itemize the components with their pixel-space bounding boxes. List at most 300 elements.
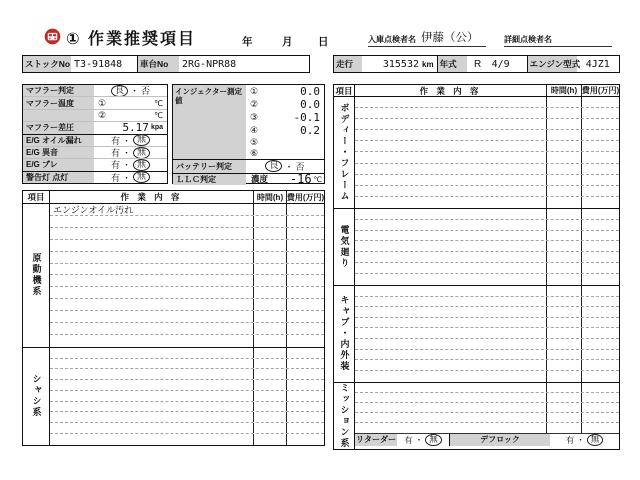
cost-cell xyxy=(581,383,619,392)
col-item-header: 項目 xyxy=(23,191,50,203)
time-cell xyxy=(253,434,286,445)
time-cell xyxy=(253,348,286,358)
time-cell xyxy=(546,350,581,360)
work-row xyxy=(50,264,324,276)
time-cell xyxy=(546,119,581,129)
time-cell xyxy=(546,318,581,328)
cost-cell xyxy=(286,311,324,322)
cost-cell xyxy=(581,297,619,307)
time-cell xyxy=(253,423,286,433)
cost-cell xyxy=(286,412,324,422)
col-work-header: 作 業 内 容 xyxy=(419,85,482,96)
work-row xyxy=(355,263,619,274)
work-content-cell: エンジンオイル汚れ xyxy=(53,204,134,215)
time-cell xyxy=(546,307,581,317)
stock-no-value: T3-91848 xyxy=(74,58,123,70)
time-cell xyxy=(546,393,581,402)
work-content-cell xyxy=(355,252,546,262)
inspector-in-label: 入庫点検者名 xyxy=(368,35,416,44)
work-content-cell xyxy=(50,228,253,239)
work-row xyxy=(355,339,619,350)
work-row xyxy=(355,231,619,242)
warning-lamp-label: 警告灯 点灯 xyxy=(23,172,94,183)
work-row xyxy=(355,252,619,263)
work-row xyxy=(50,287,324,299)
cost-cell xyxy=(286,299,324,310)
work-row xyxy=(355,220,619,231)
work-row xyxy=(355,360,619,371)
work-row xyxy=(355,241,619,252)
cost-cell xyxy=(581,231,619,241)
work-content-cell xyxy=(50,434,253,445)
time-cell xyxy=(253,335,286,347)
time-cell xyxy=(253,264,286,275)
cost-cell xyxy=(581,350,619,360)
work-row xyxy=(355,393,619,403)
time-cell xyxy=(253,240,286,251)
work-content-cell xyxy=(355,119,546,129)
temp2-no: ② xyxy=(98,109,107,120)
retarder-value: 有 ・ 無 xyxy=(397,434,449,446)
cost-cell xyxy=(581,286,619,296)
work-row xyxy=(50,335,324,347)
cost-cell xyxy=(286,359,324,369)
work-row xyxy=(355,318,619,329)
category-label: キャブ・内外装 xyxy=(334,286,355,382)
warning-lamp-value: 有 ・ 無 xyxy=(111,171,150,184)
mileage-label: 走行 xyxy=(334,56,362,72)
time-cell xyxy=(253,391,286,401)
cost-cell xyxy=(581,119,619,129)
muffler-judge-row xyxy=(23,85,167,96)
work-content-cell xyxy=(50,359,253,369)
table-section xyxy=(334,382,619,449)
cost-cell xyxy=(286,228,324,239)
temp1-no: ① xyxy=(98,97,107,108)
work-content-cell xyxy=(50,264,253,275)
cost-cell xyxy=(581,175,619,185)
cost-cell xyxy=(286,323,324,334)
day-label: 日 xyxy=(318,36,329,48)
time-cell xyxy=(546,97,581,107)
work-content-cell xyxy=(355,423,546,433)
time-cell xyxy=(546,339,581,349)
category-label: ミッション系 xyxy=(334,383,355,449)
cost-cell xyxy=(581,328,619,338)
cost-cell xyxy=(286,287,324,298)
work-content-cell xyxy=(355,263,546,273)
time-cell xyxy=(546,130,581,140)
time-cell xyxy=(546,164,581,174)
time-cell xyxy=(546,371,581,382)
work-content-cell xyxy=(355,241,546,251)
stock-no-label: ストックNo xyxy=(23,56,71,72)
work-row xyxy=(355,108,619,119)
vehicle-id-bar xyxy=(22,55,310,73)
time-cell xyxy=(546,297,581,307)
work-row xyxy=(50,240,324,252)
cost-cell xyxy=(286,240,324,251)
table-header xyxy=(334,85,619,97)
work-content-cell xyxy=(355,383,546,392)
work-row xyxy=(355,307,619,318)
eg-oil-leak-value: 有 ・ 無 xyxy=(111,134,150,147)
table-section xyxy=(334,208,619,285)
work-content-cell xyxy=(355,231,546,241)
work-content-cell xyxy=(50,369,253,379)
injector-row: ⑥ xyxy=(250,148,259,158)
cost-cell xyxy=(581,263,619,273)
time-cell xyxy=(253,412,286,422)
eg-oil-leak-label: E/G オイル漏れ xyxy=(23,135,94,146)
injector-readings xyxy=(173,85,324,160)
table-section xyxy=(23,204,324,347)
work-content-cell xyxy=(50,402,253,412)
year-label: 年 xyxy=(242,36,253,48)
work-content-cell xyxy=(355,97,546,107)
work-content-cell xyxy=(355,297,546,307)
cost-cell xyxy=(581,274,619,285)
work-row xyxy=(355,175,619,186)
col-cost-header: 費用(万円) xyxy=(581,86,620,95)
work-content-cell xyxy=(355,274,546,285)
time-cell xyxy=(546,141,581,151)
cost-cell xyxy=(581,307,619,317)
time-cell xyxy=(253,216,286,227)
cost-cell xyxy=(286,369,324,379)
model-year-era: R xyxy=(473,58,482,70)
work-row xyxy=(50,348,324,359)
injector-panel xyxy=(172,84,325,187)
work-row xyxy=(355,186,619,197)
work-row xyxy=(50,402,324,413)
category-label: 原動機系 xyxy=(23,204,50,347)
work-row xyxy=(355,383,619,393)
work-content-cell xyxy=(355,360,546,370)
chassis-no-value: 2RG-NPR88 xyxy=(182,58,237,70)
truck-icon xyxy=(44,28,61,45)
work-content-cell xyxy=(50,380,253,390)
cost-cell xyxy=(581,97,619,107)
work-row xyxy=(355,130,619,141)
table-section xyxy=(334,285,619,382)
work-row xyxy=(50,275,324,287)
injector-row: ③ -0.1 xyxy=(250,111,320,124)
time-cell xyxy=(546,286,581,296)
battery-judge-value: 良 ・ 否 xyxy=(265,160,304,173)
work-table-left xyxy=(22,190,325,446)
cost-cell xyxy=(581,220,619,230)
category-label: ボディー・フレーム xyxy=(334,97,355,208)
cost-cell xyxy=(286,423,324,433)
work-row xyxy=(50,204,324,216)
time-cell xyxy=(546,241,581,251)
work-row xyxy=(355,97,619,108)
llc-unit: ℃ xyxy=(313,174,322,184)
time-cell xyxy=(253,369,286,379)
work-content-cell xyxy=(355,164,546,174)
work-content-cell xyxy=(355,286,546,296)
time-cell xyxy=(546,252,581,262)
time-cell xyxy=(253,287,286,298)
work-content-cell xyxy=(50,423,253,433)
chassis-no-label: 車台No xyxy=(137,56,179,72)
eg-noise-label: E/G 異音 xyxy=(23,147,94,158)
mileage-value: 315532 xyxy=(382,58,419,70)
retarder-label: リターダー xyxy=(356,435,396,445)
work-row xyxy=(50,323,324,335)
cost-cell xyxy=(286,275,324,286)
work-row xyxy=(50,391,324,402)
llc-value: -16 xyxy=(289,172,312,187)
work-content-cell xyxy=(355,339,546,349)
page-title: ① 作業推奨項目 xyxy=(66,31,196,48)
work-row xyxy=(355,297,619,308)
cost-cell xyxy=(286,252,324,263)
work-row xyxy=(355,403,619,413)
muffler-judge-label: マフラー判定 xyxy=(23,85,94,96)
cost-cell xyxy=(286,335,324,347)
cost-cell xyxy=(286,264,324,275)
inspector-in-field xyxy=(368,30,486,47)
cost-cell xyxy=(581,403,619,412)
work-row xyxy=(50,369,324,380)
month-label: 月 xyxy=(282,36,293,48)
injector-row: ① 0.0 xyxy=(250,85,320,98)
cost-cell xyxy=(286,204,324,215)
work-row xyxy=(50,359,324,370)
work-row xyxy=(50,299,324,311)
col-work-header: 作 業 内 容 xyxy=(120,192,183,202)
col-item-header: 項目 xyxy=(334,85,355,96)
injector-row: ⑤ xyxy=(250,137,259,147)
work-row xyxy=(355,274,619,285)
inspector-detail-field xyxy=(504,30,612,47)
time-cell xyxy=(253,275,286,286)
cost-cell xyxy=(581,423,619,433)
time-cell xyxy=(546,152,581,162)
category-label: 電気廻り xyxy=(334,209,355,285)
time-cell xyxy=(546,360,581,370)
difflock-value: 有 ・ 無 xyxy=(550,434,619,446)
work-row xyxy=(355,328,619,339)
llc-judge-label: ＬＬＣ判定 xyxy=(173,174,246,186)
work-row xyxy=(355,286,619,297)
work-content-cell xyxy=(355,403,546,412)
work-content-cell xyxy=(50,299,253,310)
llc-concentration-label: 濃度 xyxy=(251,174,269,185)
work-content-cell xyxy=(50,323,253,334)
time-cell xyxy=(546,186,581,196)
injector-label: インジェクター測定値 xyxy=(173,85,246,159)
col-cost-header: 費用(万円) xyxy=(286,192,325,202)
time-cell xyxy=(253,402,286,412)
inspector-detail-label: 詳細点検者名 xyxy=(504,35,552,44)
work-content-cell xyxy=(50,335,253,347)
muffler-diff-row xyxy=(23,121,167,133)
work-content-cell xyxy=(355,318,546,328)
muffler-engine-panel xyxy=(22,84,168,184)
work-content-cell xyxy=(355,307,546,317)
work-content-cell xyxy=(50,287,253,298)
difflock-label: デフロック xyxy=(450,434,550,446)
inspector-in-value: 伊藤（公） xyxy=(421,32,479,44)
time-cell xyxy=(253,311,286,322)
time-cell xyxy=(253,359,286,369)
engine-type-label: エンジン型式 xyxy=(527,56,577,72)
cost-cell xyxy=(581,197,619,208)
cost-cell xyxy=(581,130,619,140)
time-cell xyxy=(546,263,581,273)
work-content-cell xyxy=(355,141,546,151)
category-label: シャシ系 xyxy=(23,348,50,445)
work-content-cell xyxy=(50,391,253,401)
table-section xyxy=(23,347,324,445)
work-content-cell xyxy=(50,216,253,227)
work-row xyxy=(50,228,324,240)
cost-cell xyxy=(286,434,324,445)
col-time-header: 時間(h) xyxy=(253,191,286,203)
work-table-right xyxy=(333,84,620,450)
eg-vibration-row xyxy=(23,158,167,170)
time-cell xyxy=(253,228,286,239)
engine-type-value: 4JZ1 xyxy=(585,58,610,70)
injector-row: ② 0.0 xyxy=(250,98,320,111)
cost-cell xyxy=(286,216,324,227)
work-row xyxy=(355,197,619,208)
work-row xyxy=(50,216,324,228)
time-cell xyxy=(253,380,286,390)
eg-oil-leak-row xyxy=(23,134,167,146)
cost-cell xyxy=(286,380,324,390)
work-content-cell xyxy=(355,350,546,360)
work-content-cell xyxy=(355,413,546,422)
work-row xyxy=(50,252,324,264)
cost-cell xyxy=(581,339,619,349)
muffler-diff-value: 5.17 xyxy=(122,121,149,135)
warning-lamp-row xyxy=(23,171,167,183)
work-row xyxy=(50,423,324,434)
cost-cell xyxy=(286,391,324,401)
work-content-cell xyxy=(50,240,253,251)
time-cell xyxy=(546,197,581,208)
work-row xyxy=(355,119,619,130)
time-cell xyxy=(253,252,286,263)
muffler-diff-label: マフラー差圧 xyxy=(23,122,94,133)
work-row xyxy=(50,311,324,323)
muffler-temp-label: マフラー温度 xyxy=(23,97,94,108)
time-cell xyxy=(253,299,286,310)
cost-cell xyxy=(286,402,324,412)
work-row xyxy=(355,371,619,382)
llc-judge-row xyxy=(173,173,324,186)
work-content-cell xyxy=(355,108,546,118)
work-content-cell xyxy=(50,412,253,422)
work-content-cell xyxy=(355,152,546,162)
time-cell xyxy=(546,231,581,241)
cost-cell xyxy=(286,348,324,358)
muffler-judge-value: 良 ・ 否 xyxy=(111,84,150,97)
model-year-label: 年式 xyxy=(437,56,467,72)
work-content-cell xyxy=(50,252,253,263)
eg-vibration-label: E/G ブレ xyxy=(23,159,94,170)
work-content-cell xyxy=(355,130,546,140)
battery-judge-row xyxy=(173,160,324,173)
vehicle-info-bar xyxy=(333,55,620,73)
time-cell xyxy=(546,383,581,392)
time-cell xyxy=(253,323,286,334)
time-cell xyxy=(546,108,581,118)
battery-judge-label: バッテリー判定 xyxy=(173,160,246,173)
time-cell xyxy=(253,204,286,215)
cost-cell xyxy=(581,371,619,382)
muffler-diff-unit: kpa xyxy=(150,124,163,132)
col-time-header: 時間(h) xyxy=(546,85,581,96)
time-cell xyxy=(546,423,581,433)
work-row xyxy=(355,413,619,423)
time-cell xyxy=(546,328,581,338)
time-cell xyxy=(546,209,581,219)
muffler-temp1-row xyxy=(23,96,167,108)
cost-cell xyxy=(581,186,619,196)
cost-cell xyxy=(581,413,619,422)
work-row xyxy=(355,423,619,433)
muffler-temp2-row xyxy=(23,109,167,121)
work-row xyxy=(355,152,619,163)
cost-cell xyxy=(581,108,619,118)
eg-noise-row xyxy=(23,146,167,158)
work-row xyxy=(50,412,324,423)
cost-cell xyxy=(581,393,619,402)
table-section xyxy=(334,97,619,208)
cost-cell xyxy=(581,241,619,251)
work-row xyxy=(355,141,619,152)
eg-vibration-value: 有 ・ 無 xyxy=(111,158,150,171)
work-content-cell xyxy=(50,311,253,322)
work-row xyxy=(355,350,619,361)
work-content-cell xyxy=(355,220,546,230)
cost-cell xyxy=(581,318,619,328)
cost-cell xyxy=(581,360,619,370)
cost-cell xyxy=(581,209,619,219)
work-content-cell xyxy=(355,186,546,196)
work-content-cell xyxy=(50,275,253,286)
work-content-cell xyxy=(50,348,253,358)
options-footer-row xyxy=(355,433,619,446)
cost-cell xyxy=(581,141,619,151)
temp2-unit: ℃ xyxy=(154,110,163,120)
work-content-cell xyxy=(355,209,546,219)
work-row xyxy=(50,380,324,391)
mileage-unit: km xyxy=(422,59,434,69)
work-row xyxy=(355,164,619,175)
work-row xyxy=(50,434,324,445)
work-content-cell xyxy=(355,175,546,185)
work-content-cell xyxy=(355,197,546,208)
time-cell xyxy=(546,175,581,185)
cost-cell xyxy=(581,152,619,162)
work-content-cell xyxy=(355,393,546,402)
temp1-unit: ℃ xyxy=(154,98,163,108)
time-cell xyxy=(546,403,581,412)
time-cell xyxy=(546,274,581,285)
work-content-cell xyxy=(355,328,546,338)
eg-noise-value: 有 ・ 無 xyxy=(111,146,150,159)
work-content-cell xyxy=(355,371,546,382)
work-row xyxy=(355,209,619,220)
model-year-value: 4/9 xyxy=(491,58,510,70)
injector-row: ④ 0.2 xyxy=(250,124,320,137)
